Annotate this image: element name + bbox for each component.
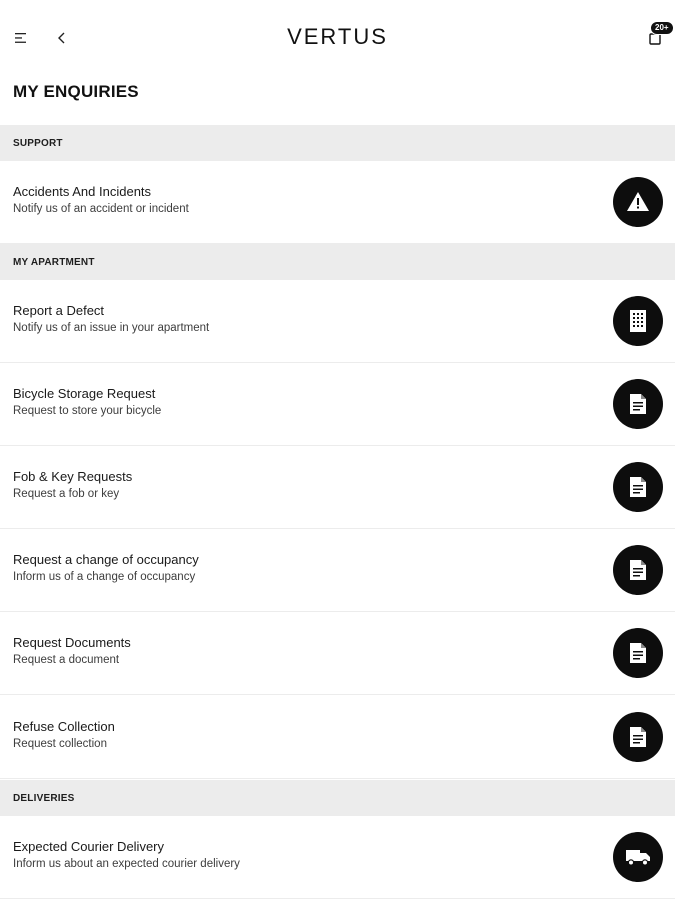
- list-item-bicycle-storage-request[interactable]: [0, 363, 675, 446]
- item-subtitle: Request a fob or key: [13, 488, 120, 500]
- notification-badge: 20+: [650, 21, 674, 35]
- item-subtitle: Request to store your bicycle: [13, 405, 162, 417]
- document-icon: [613, 545, 663, 595]
- item-subtitle: Notify us of an issue in your apartment: [13, 322, 210, 334]
- back-button[interactable]: [52, 28, 72, 48]
- item-subtitle: Request a document: [13, 654, 120, 666]
- menu-icon: [15, 32, 29, 44]
- truck-icon: [613, 832, 663, 882]
- item-title: Fob & Key Requests: [13, 469, 133, 484]
- item-title: Request Documents: [13, 635, 131, 650]
- list-item-change-of-occupancy[interactable]: [0, 529, 675, 612]
- document-icon: [613, 462, 663, 512]
- item-subtitle: Inform us about an expected courier delivery: [13, 858, 240, 870]
- list-item-report-a-defect[interactable]: [0, 280, 675, 363]
- list-item-accidents-and-incidents[interactable]: [0, 161, 675, 244]
- warning-icon: [613, 177, 663, 227]
- section-header-support: SUPPORT: [0, 125, 675, 161]
- document-icon: [613, 628, 663, 678]
- list-item-fob-and-key-requests[interactable]: [0, 446, 675, 529]
- item-title: Report a Defect: [13, 303, 105, 318]
- notifications-button[interactable]: [642, 20, 672, 50]
- brand-logo[interactable]: VERTUS: [287, 24, 388, 49]
- building-icon: [613, 296, 663, 346]
- item-title: Bicycle Storage Request: [13, 386, 156, 401]
- item-title: Expected Courier Delivery: [13, 839, 165, 854]
- menu-button[interactable]: [12, 28, 32, 48]
- item-title: Refuse Collection: [13, 719, 115, 734]
- item-title: Request a change of occupancy: [13, 552, 199, 567]
- document-icon: [613, 712, 663, 762]
- item-subtitle: Inform us of a change of occupancy: [13, 571, 196, 583]
- top-bar: [0, 0, 675, 76]
- page-title: MY ENQUIRIES: [13, 82, 139, 101]
- section-header-my-apartment: MY APARTMENT: [0, 244, 675, 280]
- list-item-expected-courier-delivery[interactable]: [0, 816, 675, 899]
- document-icon: [613, 379, 663, 429]
- item-title: Accidents And Incidents: [13, 184, 152, 199]
- list-item-refuse-collection[interactable]: [0, 696, 675, 779]
- section-header-deliveries: DELIVERIES: [0, 780, 675, 816]
- list-item-request-documents[interactable]: [0, 612, 675, 695]
- chevron-left-icon: [57, 32, 67, 44]
- item-subtitle: Request collection: [13, 738, 107, 750]
- item-subtitle: Notify us of an accident or incident: [13, 203, 189, 215]
